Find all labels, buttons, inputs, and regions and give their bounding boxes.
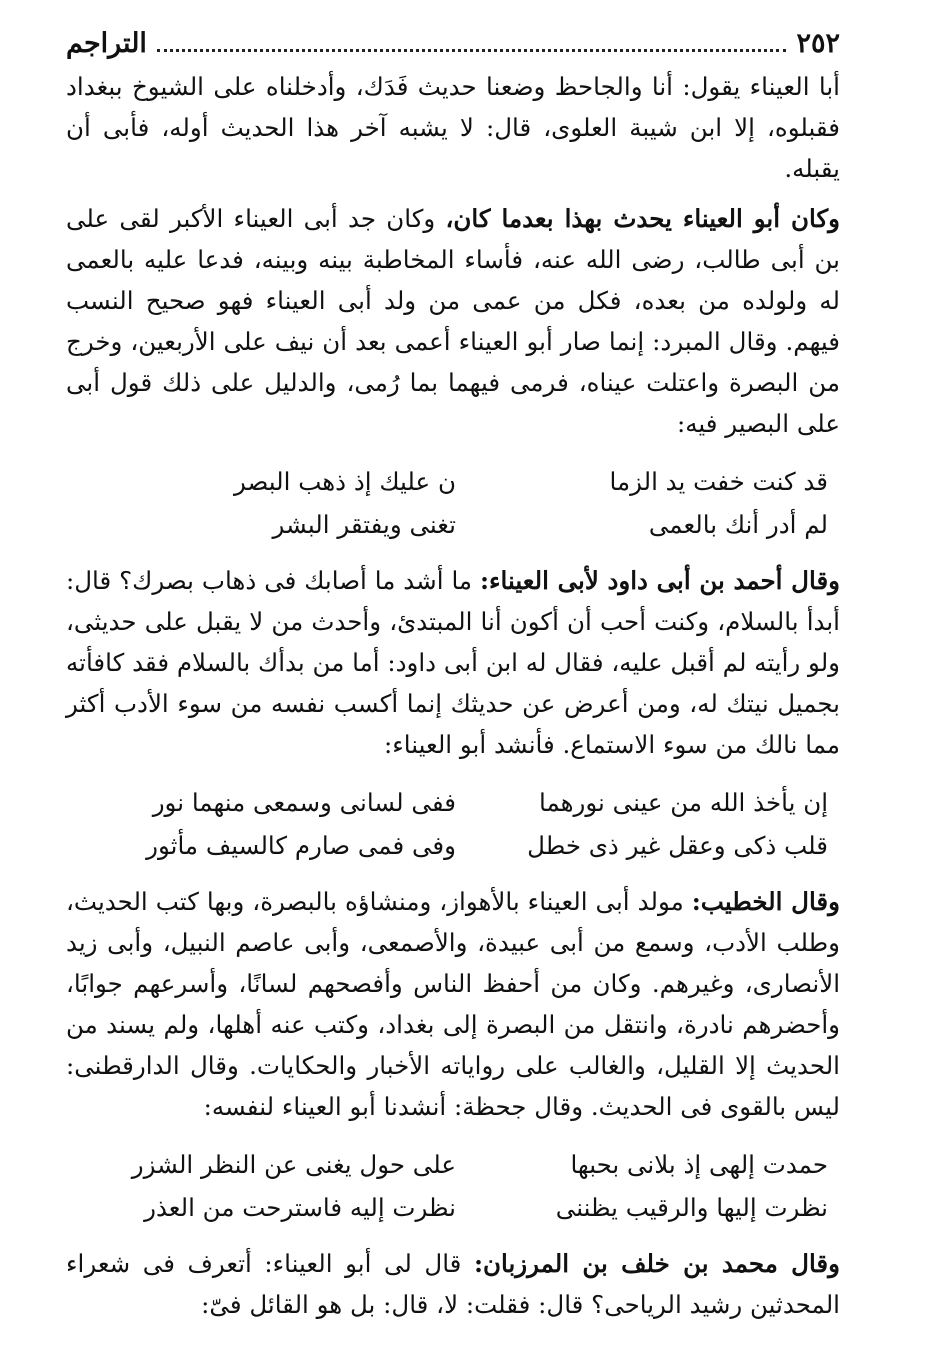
poem-3 (66, 1143, 840, 1229)
paragraph-lead: وقال محمد بن خلف بن المرزبان: (473, 1249, 840, 1278)
first-hemistich: نظرت إليها والرقيب يظننى (555, 1193, 828, 1222)
paragraph-lead: وكان أبو العيناء يحدث بهذا بعدما كان، (445, 204, 840, 233)
second-hemistich: على حول يغنى عن النظر الشزر (131, 1150, 456, 1179)
first-hemistich: قد كنت خفت يد الزما (609, 467, 828, 496)
verse-line (126, 1143, 828, 1186)
second-hemistich: نظرت إليه فاسترحت من العذر (144, 1193, 456, 1222)
paragraph-text: أبا العيناء يقول: أنا والجاحظ وضعنا حديث فَدَك، وأدخلناه على الشيوخ ببغداد فقبلوه، إلا ابن شيبة العلوى، قال: لا يشبه آخر هذا الحديث أوله، فأبى أن يقبله. (66, 72, 840, 183)
first-hemistich: إن يأخذ الله من عينى نورهما (539, 788, 828, 817)
paragraph-lead: وقال أحمد بن أبى داود لأبى العيناء: (479, 566, 840, 595)
verse-line (126, 460, 828, 503)
first-hemistich: لم أدر أنك بالعمى (648, 510, 828, 539)
paragraph-text: قال لى أبو العيناء: أتعرف فى شعراء المحدثين رشيد الرياحى؟ قال: فقلت: لا، قال: بل هو القائل فىّ: (66, 1249, 840, 1319)
paragraph-1 (66, 66, 840, 189)
paragraph-text: مولد أبى العيناء بالأهواز، ومنشاؤه بالبصرة، وبها كتب الحديث، وطلب الأدب، وسمع من أبى عبيدة، والأصمعى، وأبى عاصم النبيل، وأبى زيد الأنصارى، وغيرهم. وكان من أحفظ الناس وأفصحهم لسانًا، وأسرعهم جوابًا، وأحضرهم نادرة، وانتقل من البصرة إلى بغداد، وكتب عنه أهلها، ولم يسند من الحديث إلا القليل، والغالب على رواياته الأخبار والحكايات. وقال الدارقطنى: ليس بالقوى فى الحديث. وقال جحظة: أنشدنا أبو العيناء لنفسه: (66, 887, 840, 1121)
verse-line (126, 824, 828, 867)
paragraph-text: ما أشد ما أصابك فى ذهاب بصرك؟ قال: أبدأ بالسلام، وكنت أحب أن أكون أنا المبتدئ، وأحدث من لا يقبل على حديثى، ولو رأيته لم أقبل عليه، فقال له ابن أبى داود: أما من بدأك بالسلام فقد كافأته بجميل نيتك له، ومن أعرض عن حديثك إنما أكسب نفسه من سوء الأدب أكثر مما نالك من سوء الاستماع. فأنشد أبو العيناء: (66, 566, 840, 759)
second-hemistich: تغنى ويفتقر البشر (272, 510, 456, 539)
paragraph-3 (66, 560, 840, 765)
poem-2 (66, 781, 840, 867)
paragraph-5 (66, 1243, 840, 1325)
second-hemistich: وفى فمى صارم كالسيف مأثور (146, 831, 456, 860)
paragraph-2 (66, 198, 840, 444)
verse-line (126, 1186, 828, 1229)
verse-line (126, 781, 828, 824)
page-number: ٢٥٢ (796, 28, 840, 59)
first-hemistich: حمدت إلهى إذ بلانى بحبها (570, 1150, 828, 1179)
paragraph-4 (66, 881, 840, 1127)
paragraph-lead: وقال الخطيب: (691, 887, 840, 916)
first-hemistich: قلب ذكى وعقل غير ذى خطل (527, 831, 828, 860)
running-title: التراجم (66, 28, 147, 59)
second-hemistich: ن عليك إذ ذهب البصر (233, 467, 456, 496)
second-hemistich: ففى لسانى وسمعى منهما نور (152, 788, 456, 817)
poem-1 (66, 460, 840, 546)
paragraph-text: وكان جد أبى العيناء الأكبر لقى على بن أبى طالب، رضى الله عنه، فأساء المخاطبة بينه وبينه، فدعا عليه بالعمى له ولولده من بعده، فكل من عمى من ولد أبى العيناء فهو صحيح النسب فيهم. وقال المبرد: إنما صار أبو العيناء أعمى بعد أن نيف على الأربعين، وخرج من البصرة واعتلت عيناه، فرمى فيهما بما رُمى، والدليل على ذلك قول أبى على البصير فيه: (66, 204, 840, 438)
header-dotted-leader (157, 49, 787, 52)
page-header (66, 22, 840, 66)
verse-line (126, 503, 828, 546)
